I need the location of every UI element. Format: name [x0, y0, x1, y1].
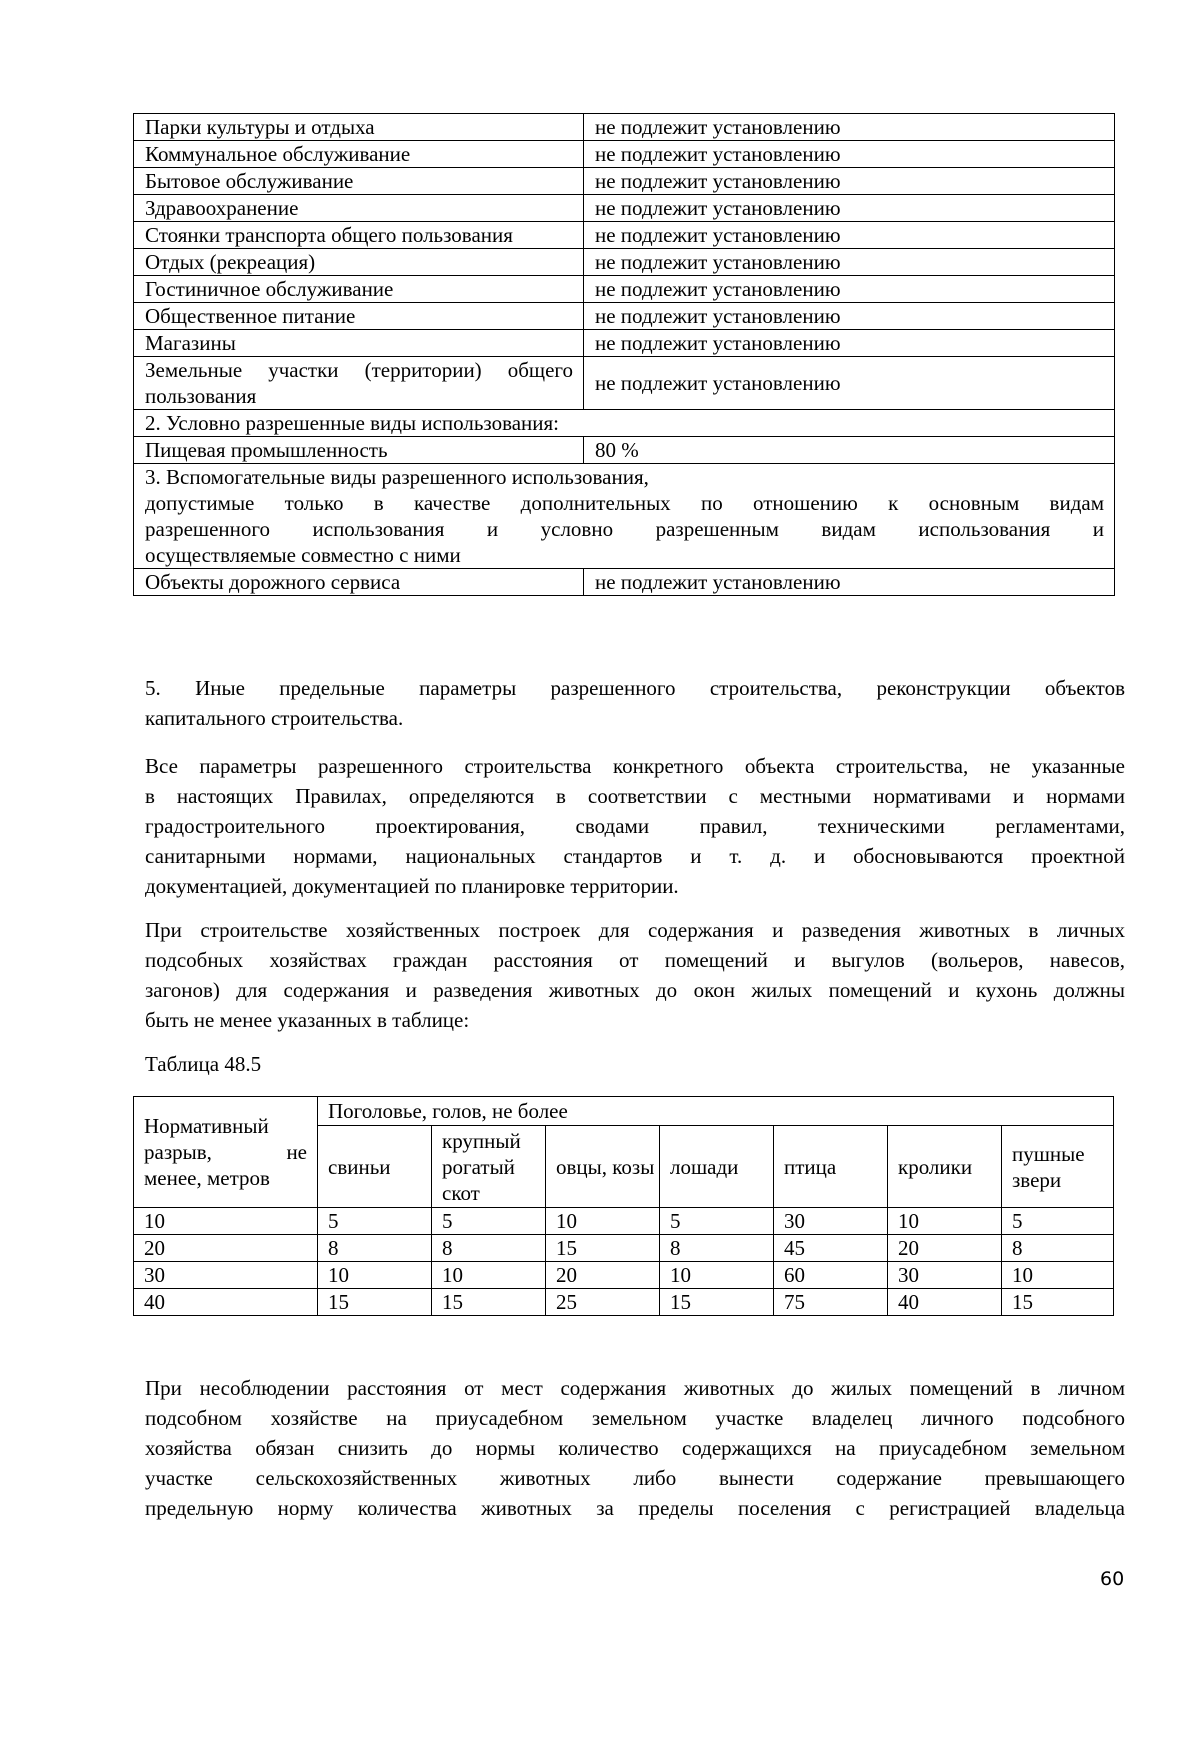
paragraph-line: Все параметры разрешенного строительства конкретного объекта строительства, не указанные: [145, 754, 1125, 778]
table-row: [134, 1262, 1114, 1289]
table-cell: 10: [888, 1208, 1002, 1235]
table-cell: 40: [888, 1289, 1002, 1316]
paragraph-line: При строительстве хозяйственных построек для содержания и разведения животных в личных: [145, 918, 1125, 942]
table-cell: не подлежит установлению: [584, 276, 1115, 303]
table-cell: 40: [134, 1289, 318, 1316]
table-cell: 30: [774, 1208, 888, 1235]
table-cell: не подлежит установлению: [584, 303, 1115, 330]
paragraph-noncompliance: [145, 1373, 1125, 1523]
paragraph-line: капитального строительства.: [145, 706, 404, 730]
livestock-distance-table: [133, 1096, 1114, 1316]
permitted-use-table: [133, 113, 1115, 596]
paragraph-section-5: [145, 673, 1125, 733]
table-row: [134, 303, 1115, 330]
table-row: [134, 168, 1115, 195]
table-header-cell: кролики: [888, 1126, 1002, 1208]
table-cell: 10: [134, 1208, 318, 1235]
table-cell: Коммунальное обслуживание: [134, 141, 584, 168]
cell-text-line: разрешенного использования и условно разрешенным видам использования и: [145, 517, 1104, 541]
table-row: [134, 195, 1115, 222]
table-header-cell: птица: [774, 1126, 888, 1208]
paragraph-line: предельную норму количества животных за пределы поселения с регистрацией владельца: [145, 1496, 1125, 1520]
cell-text-line: менее, метров: [144, 1166, 270, 1190]
table-cell: 30: [134, 1262, 318, 1289]
table-row: [134, 330, 1115, 357]
table-header-cell: свиньи: [318, 1126, 432, 1208]
paragraph-line: загонов) для содержания и разведения животных до окон жилых помещений и кухонь должны: [145, 978, 1125, 1002]
paragraph-line: градостроительного проектирования, сводами правил, техническими регламентами,: [145, 814, 1125, 838]
table-cell: 10: [660, 1262, 774, 1289]
table-row: [134, 249, 1115, 276]
paragraph-line: участке сельскохозяйственных животных либо вынести содержание превышающего: [145, 1466, 1125, 1490]
paragraph-line: хозяйства обязан снизить до нормы количество содержащихся на приусадебном земельном: [145, 1436, 1125, 1460]
paragraph-line: быть не менее указанных в таблице:: [145, 1008, 470, 1032]
table-cell: Стоянки транспорта общего пользования: [134, 222, 584, 249]
table-cell: не подлежит установлению: [584, 330, 1115, 357]
table-cell: не подлежит установлению: [584, 357, 1115, 410]
table-row: [134, 437, 1115, 464]
table-cell: 75: [774, 1289, 888, 1316]
table-cell: 80 %: [584, 437, 1115, 464]
table-row: [134, 464, 1115, 569]
table-cell: 15: [1002, 1289, 1114, 1316]
table-cell: 60: [774, 1262, 888, 1289]
table-header-cell: [134, 1097, 318, 1208]
paragraph-line: документацией, документацией по планировке территории.: [145, 874, 679, 898]
cell-text-line: пользования: [145, 384, 257, 408]
table-cell: 25: [546, 1289, 660, 1316]
table-header-cell: крупный рогатый скот: [432, 1126, 546, 1208]
paragraph-line: подсобном хозяйстве на приусадебном земельном участке владелец личного подсобного: [145, 1406, 1125, 1430]
table-header-row: [134, 1097, 1114, 1126]
paragraph-line: При несоблюдении расстояния от мест содержания животных до жилых помещений в личном: [145, 1376, 1125, 1400]
section-heading: [134, 464, 1115, 569]
table-cell: Парки культуры и отдыха: [134, 114, 584, 141]
table-cell: 8: [1002, 1235, 1114, 1262]
table-cell: 10: [432, 1262, 546, 1289]
table-cell: 15: [318, 1289, 432, 1316]
paragraph-line: 5. Иные предельные параметры разрешенного строительства, реконструкции объектов: [145, 676, 1125, 700]
cell-text-line: разрыв, не: [144, 1140, 307, 1164]
table-cell: 30: [888, 1262, 1002, 1289]
table-cell: Пищевая промышленность: [134, 437, 584, 464]
paragraph-all-parameters: [145, 751, 1125, 901]
table-cell: Общественное питание: [134, 303, 584, 330]
paragraph-line: санитарными нормами, национальных стандартов и т. д. и обосновываются проектной: [145, 844, 1125, 868]
table-cell: [134, 357, 584, 410]
table-row: [134, 1289, 1114, 1316]
table-header-cell: лошади: [660, 1126, 774, 1208]
table-cell: Гостиничное обслуживание: [134, 276, 584, 303]
section-heading: 2. Условно разрешенные виды использования:: [134, 410, 1115, 437]
table-header-cell: овцы, козы: [546, 1126, 660, 1208]
table-row: [134, 1235, 1114, 1262]
table-cell: не подлежит установлению: [584, 569, 1115, 596]
table-cell: 10: [1002, 1262, 1114, 1289]
table-cell: Бытовое обслуживание: [134, 168, 584, 195]
table-cell: Здравоохранение: [134, 195, 584, 222]
table-cell: 15: [546, 1235, 660, 1262]
table-cell: 8: [318, 1235, 432, 1262]
table-cell: не подлежит установлению: [584, 114, 1115, 141]
table-header-cell: Поголовье, голов, не более: [318, 1097, 1114, 1126]
table-cell: не подлежит установлению: [584, 141, 1115, 168]
cell-text-line: Земельные участки (территории) общего: [145, 358, 573, 382]
table-cell: Отдых (рекреация): [134, 249, 584, 276]
table-cell: 15: [432, 1289, 546, 1316]
table-cell: 20: [546, 1262, 660, 1289]
table-row: [134, 114, 1115, 141]
table-row: [134, 276, 1115, 303]
table-cell: Объекты дорожного сервиса: [134, 569, 584, 596]
table-cell: 5: [318, 1208, 432, 1235]
table-row: [134, 141, 1115, 168]
table-cell: 8: [432, 1235, 546, 1262]
table-cell: не подлежит установлению: [584, 222, 1115, 249]
table-cell: 8: [660, 1235, 774, 1262]
table-cell: 5: [1002, 1208, 1114, 1235]
table-row: [134, 222, 1115, 249]
table-cell: не подлежит установлению: [584, 195, 1115, 222]
table-row: [134, 569, 1115, 596]
table-cell: 45: [774, 1235, 888, 1262]
table-cell: не подлежит установлению: [584, 249, 1115, 276]
page-number: 60: [1100, 1568, 1125, 1590]
cell-text-line: допустимые только в качестве дополнительных по отношению к основным видам: [145, 491, 1104, 515]
cell-text-line: осуществляемые совместно с ними: [145, 543, 461, 567]
table-cell: 20: [888, 1235, 1002, 1262]
paragraph-livestock-buildings: [145, 915, 1125, 1035]
paragraph-line: в настоящих Правилах, определяются в соответствии с местными нормативами и нормами: [145, 784, 1125, 808]
table-caption: Таблица 48.5: [145, 1052, 262, 1076]
table-row: [134, 1208, 1114, 1235]
table-row: [134, 410, 1115, 437]
table-cell: 5: [660, 1208, 774, 1235]
table-cell: 15: [660, 1289, 774, 1316]
table-cell: 5: [432, 1208, 546, 1235]
cell-text-line: Нормативный: [144, 1114, 269, 1138]
table-cell: 20: [134, 1235, 318, 1262]
paragraph-line: подсобных хозяйствах граждан расстояния от помещений и выгулов (вольеров, навесов,: [145, 948, 1125, 972]
table-cell: 10: [318, 1262, 432, 1289]
table-cell: 10: [546, 1208, 660, 1235]
table-cell: не подлежит установлению: [584, 168, 1115, 195]
table-header-cell: пушные звери: [1002, 1126, 1114, 1208]
cell-text-line: 3. Вспомогательные виды разрешенного использования,: [145, 465, 649, 489]
table-row: [134, 357, 1115, 410]
table-cell: Магазины: [134, 330, 584, 357]
